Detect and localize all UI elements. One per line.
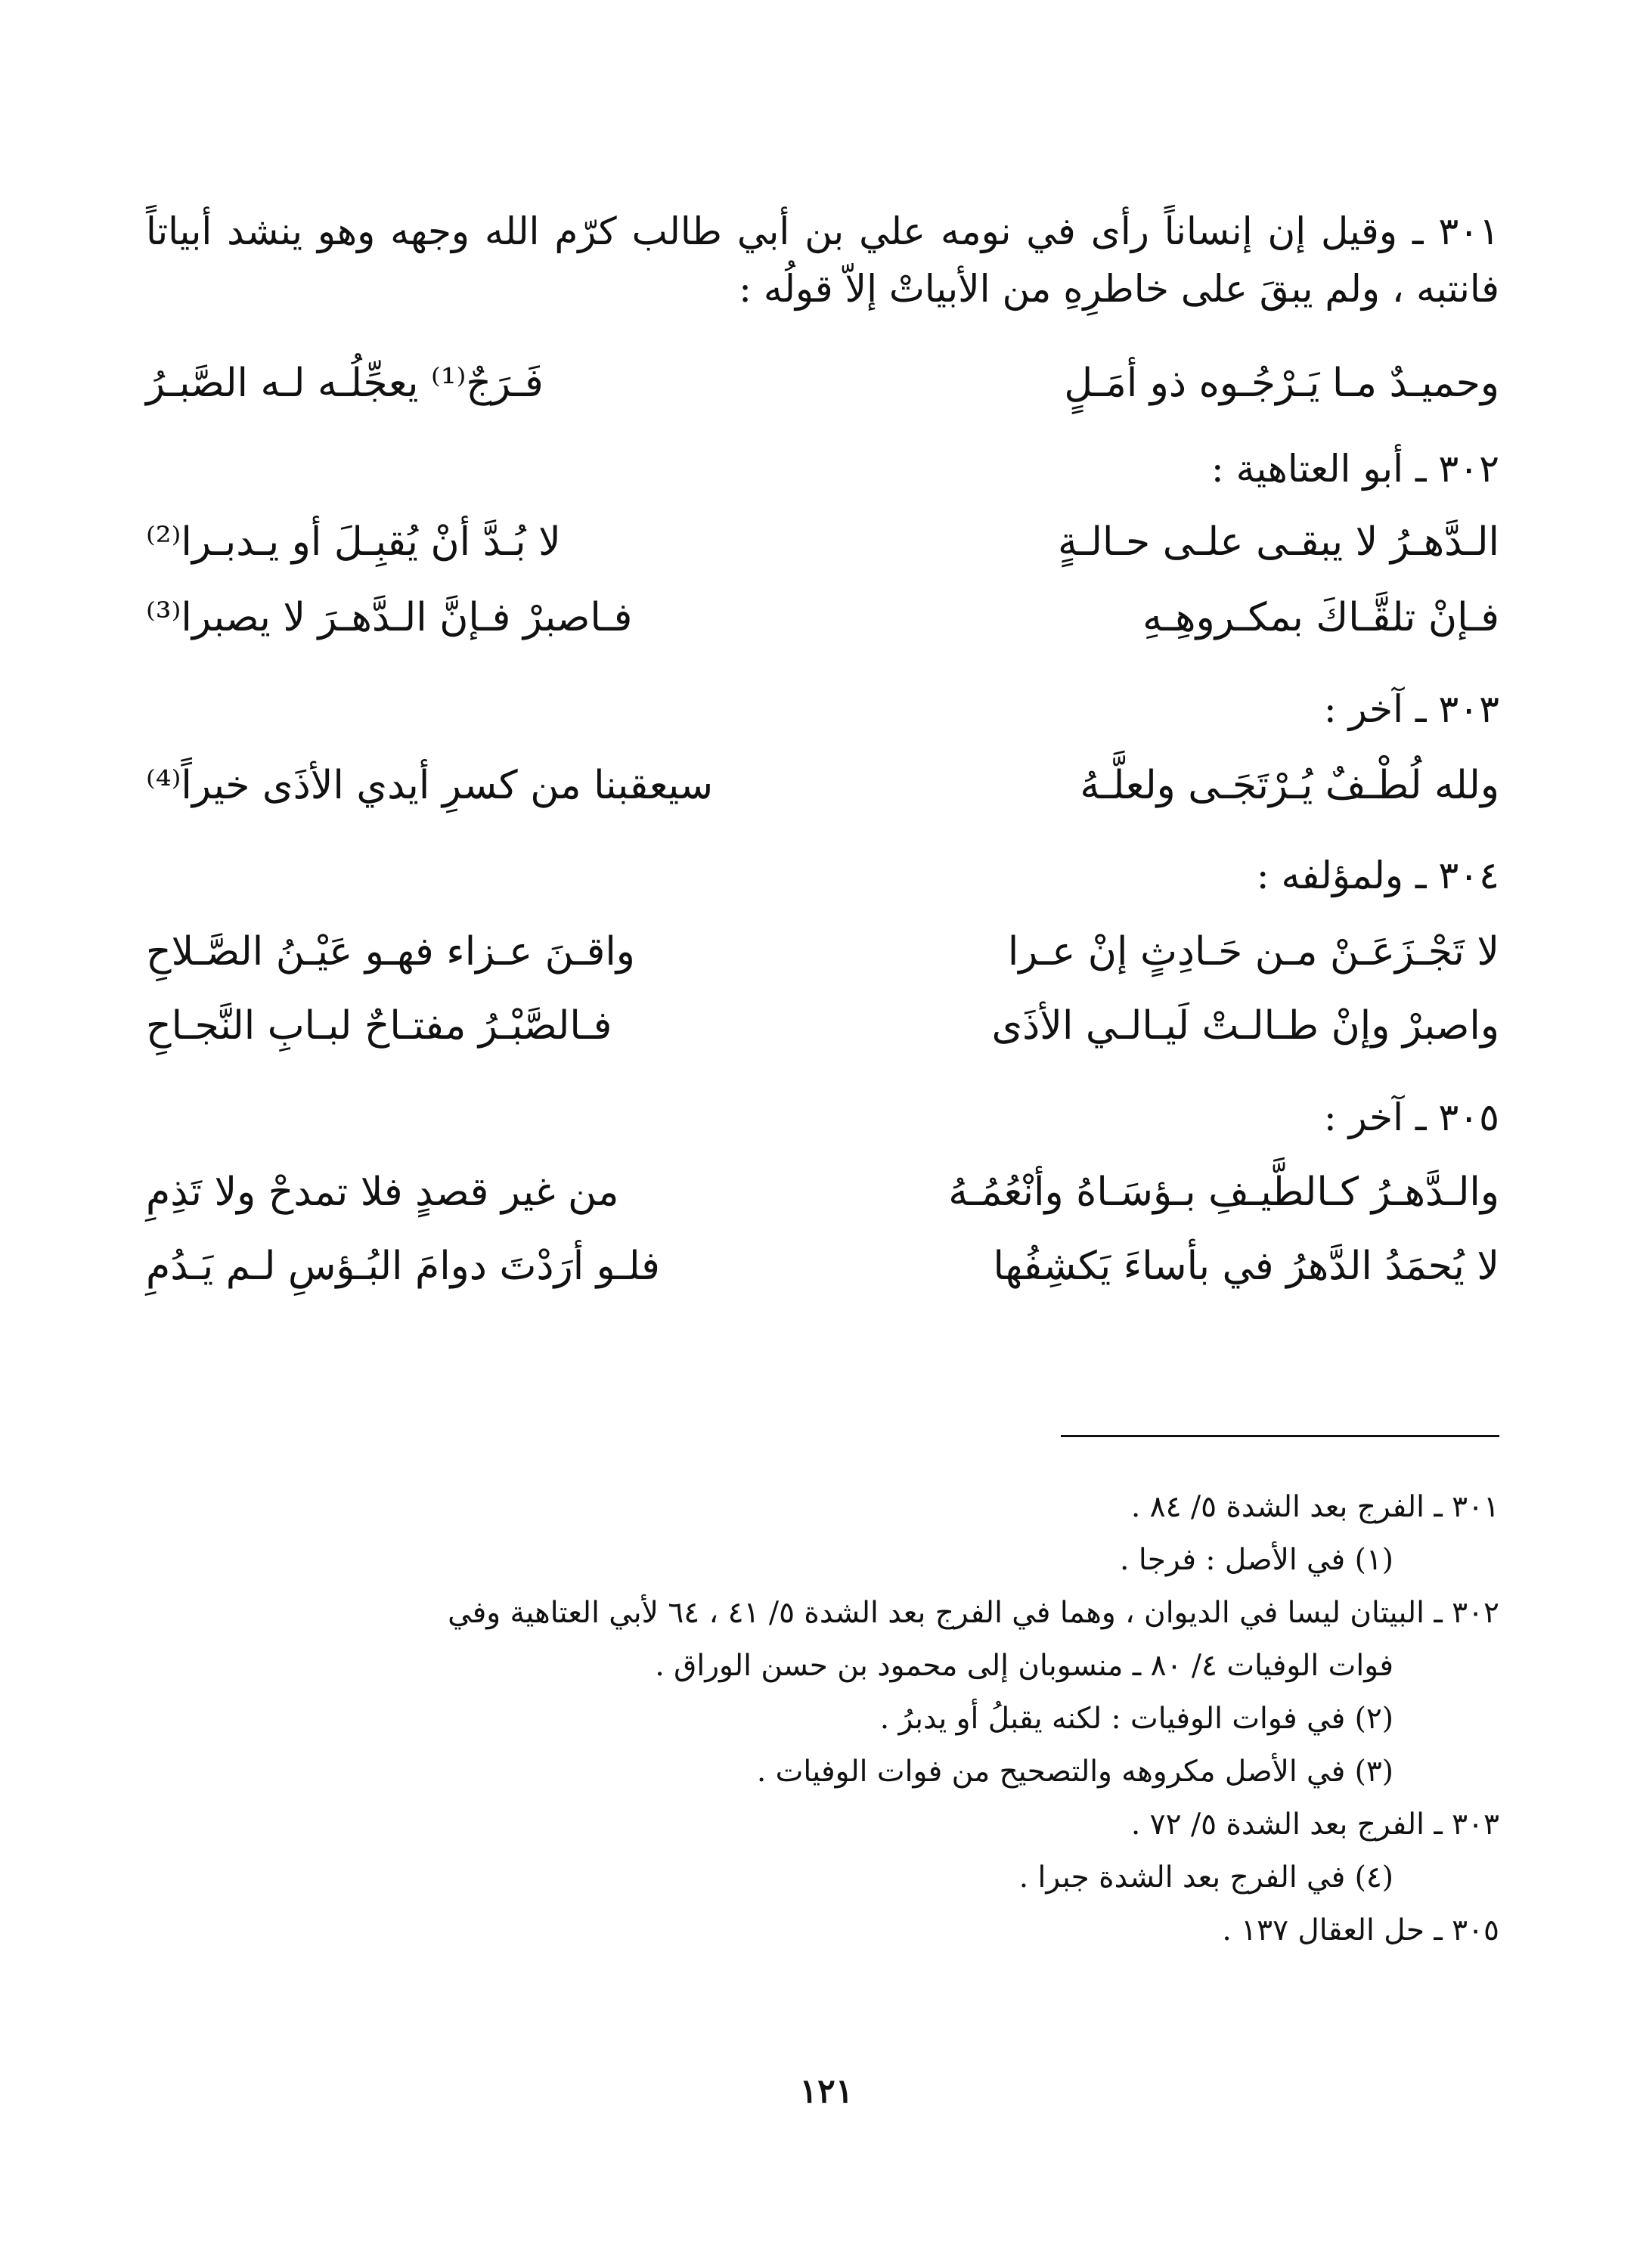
verse-second-hemistich: فـالصَّبْـرُ مفتـاحٌ لبـابِ النَّجـاحِ [146, 1003, 612, 1049]
entry-303-verse [146, 758, 1499, 813]
verse-second-hemistich: سيعقبنا من كسرِ أيدي الأذَى خيراً⁽⁴⁾ [146, 763, 714, 808]
footnote-302-note-2: (٢) في فوات الوفيات : لكنه يقبلُ أو يدبرُ . [879, 1702, 1393, 1736]
verse-first-hemistich: لا تَجْـزَعَـنْ مـن حَـادِثٍ إنْ عـرا [1007, 929, 1499, 974]
verse-first-hemistich: لا يُحمَدُ الدَّهرُ في بأساءَ يَكشِفُها [993, 1244, 1499, 1289]
verse-second-hemistich: فلـو أرَدْتَ دوامَ البُـؤسِ لـم يَـدُمِ [146, 1244, 660, 1289]
footnote-301: ٣٠١ ـ الفرج بعد الشدة ٥/ ٨٤ . [1130, 1490, 1499, 1524]
verse-second-hemistich: لا بُـدَّ أنْ يُقبِـلَ أو يـدبـرا⁽²⁾ [146, 519, 561, 565]
footnote-302-continued: فوات الوفيات ٤/ ٨٠ ـ منسوبان إلى محمود بن حسن الوراق . [655, 1649, 1393, 1683]
footnote-301-note-1: (١) في الأصل : فرجا . [1120, 1543, 1393, 1577]
entry-305-verse-1 [146, 1164, 1499, 1220]
entry-302-verse-1 [146, 514, 1499, 570]
entry-305-verse-2 [146, 1238, 1499, 1294]
verse-first-hemistich: ولله لُطْـفٌ يُـرْتَجَـى ولعلَّـهُ [1080, 763, 1499, 808]
entry-305-heading: ٣٠٥ ـ آخر : [1323, 1095, 1499, 1139]
verse-second-hemistich: من غير قصدٍ فلا تمدحْ ولا تَذِمِ [146, 1170, 619, 1215]
entry-302-heading: ٣٠٢ ـ أبو العتاهية : [1211, 447, 1499, 491]
footnote-302: ٣٠٢ ـ البيتان ليسا في الديوان ، وهما في الفرج بعد الشدة ٥/ ٤١ ، ٦٤ لأبي العتاهية وفي [448, 1596, 1499, 1630]
entry-301-text: ٣٠١ ـ وقيل إن إنساناً رأى في نومه علي بن أبي طالب كرّم الله وجهه وهو ينشد أبياتاً فانتبه ، ولم يبقَ على خاطرِهِ من الأبياتْ إلاّ قولُه : [146, 209, 1499, 311]
verse-second-hemistich: فـاصبرْ فـإنَّ الـدَّهـرَ لا يصبرا⁽³⁾ [146, 595, 633, 640]
verse-second-hemistich: فَـرَجٌ⁽¹⁾ يعجِّلُـه لـه الصَّبـرُ [146, 361, 544, 406]
verse-first-hemistich: الـدَّهـرُ لا يبقـى علـى حـالـةٍ [1058, 519, 1499, 565]
footnote-303-note-4: (٤) في الفرج بعد الشدة جبرا . [1018, 1861, 1393, 1895]
page-number: ١٢١ [799, 2072, 854, 2111]
entry-304-heading: ٣٠٤ ـ ولمؤلفه : [1256, 854, 1499, 897]
verse-first-hemistich: واصبرْ وإنْ طـالـتْ لَيـالـي الأذَى [991, 1003, 1499, 1049]
footnote-separator [1061, 1435, 1499, 1437]
footnote-302-note-3: (٣) في الأصل مكروهه والتصحيح من فوات الوفيات . [756, 1755, 1393, 1789]
entry-301-verse [146, 355, 1499, 411]
entry-304-verse-2 [146, 998, 1499, 1054]
entry-304-verse-1 [146, 924, 1499, 980]
footnote-303: ٣٠٣ ـ الفرج بعد الشدة ٥/ ٧٢ . [1130, 1808, 1499, 1842]
entry-302-verse-2 [146, 590, 1499, 646]
verse-first-hemistich: والـدَّهـرُ كـالطَّيـفِ بـؤسَـاهُ وأنْعُمُـهُ [948, 1170, 1499, 1215]
verse-first-hemistich: وحميـدٌ مـا يَـرْجُـوه ذو أمَـلٍ [1064, 361, 1499, 406]
verse-first-hemistich: فـإنْ تلقَّـاكَ بمكـروهِـهِ [1142, 595, 1499, 640]
entry-303-heading: ٣٠٣ ـ آخر : [1323, 687, 1499, 731]
footnote-305: ٣٠٥ ـ حل العقال ١٣٧ . [1222, 1913, 1499, 1947]
verse-second-hemistich: واقـنَ عـزاء فهـو عَيْـنُ الصَّـلاحِ [146, 929, 635, 974]
